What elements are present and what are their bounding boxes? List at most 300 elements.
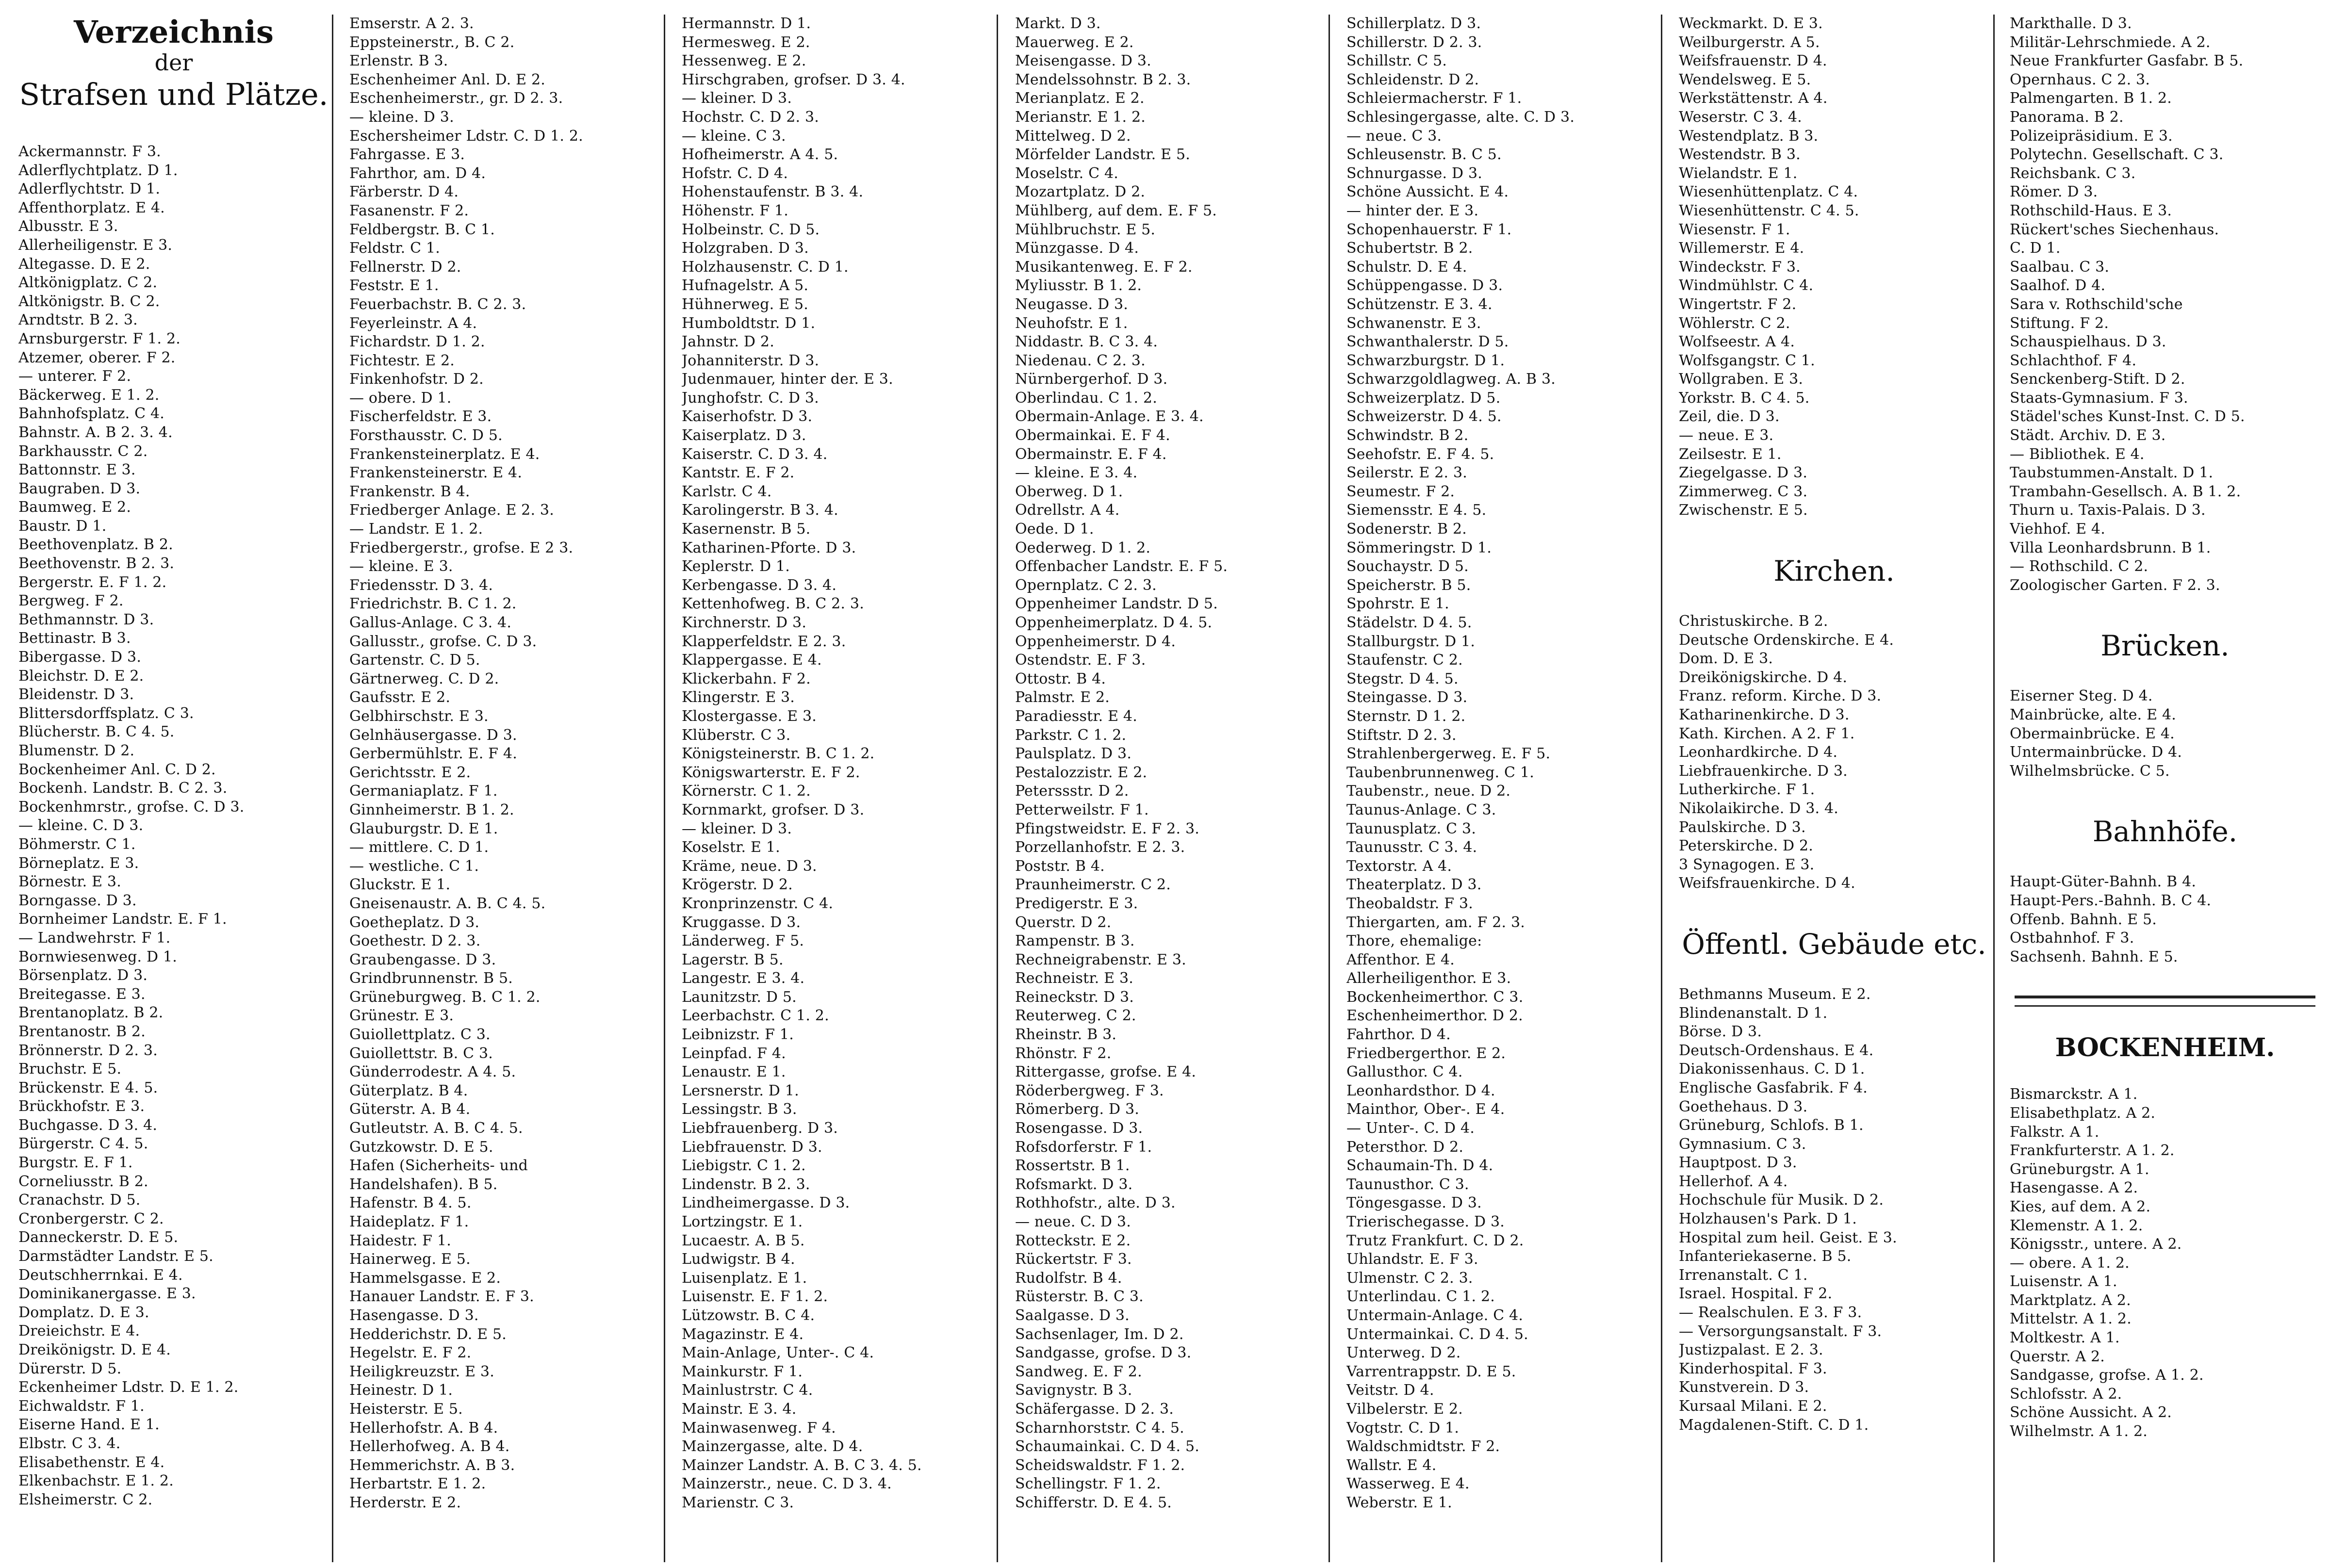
index-entry: Leerbachstr. C 1. 2. bbox=[682, 1007, 829, 1025]
index-entry: — kleine. E 3. 4. bbox=[1015, 464, 1138, 482]
index-entry: Nürnbergerhof. D 3. bbox=[1015, 371, 1168, 388]
index-entry: Diakonissenhaus. C. D 1. bbox=[1679, 1061, 1865, 1078]
index-entry: Mainzer Landstr. A. B. C 3. 4. 5. bbox=[682, 1456, 922, 1474]
index-entry: Porzellanhofstr. E 2. 3. bbox=[1015, 839, 1185, 856]
index-entry: Dürerstr. D 5. bbox=[18, 1360, 122, 1377]
index-entry: Israel. Hospital. F 2. bbox=[1679, 1285, 1833, 1303]
index-entry: Feyerleinstr. A 4. bbox=[349, 314, 477, 332]
index-entry: Wiesenstr. F 1. bbox=[1679, 221, 1790, 238]
index-entry: Friedbergerstr., grofse. E 2 3. bbox=[349, 539, 574, 556]
index-entry: Herderstr. E 2. bbox=[349, 1494, 461, 1511]
index-entry: Vogtstr. C. D 1. bbox=[1346, 1419, 1460, 1437]
section-entry-list bbox=[2010, 1085, 2320, 1441]
index-entry: Bockenhmrstr., grofse. C. D 3. bbox=[18, 798, 245, 816]
index-entry: Trutz Frankfurt. C. D 2. bbox=[1346, 1232, 1524, 1249]
index-entry: Poststr. B 4. bbox=[1015, 857, 1105, 875]
index-entry: Obermain-Anlage. E 3. 4. bbox=[1015, 408, 1204, 425]
index-entry: Lutherkirche. F 1. bbox=[1679, 781, 1815, 799]
index-entry: Lortzingstr. E 1. bbox=[682, 1213, 803, 1230]
index-entry: Bruchstr. E 5. bbox=[18, 1061, 122, 1078]
index-entry: Staufenstr. C 2. bbox=[1346, 652, 1463, 669]
index-entry: Sara v. Rothschild'sche bbox=[2010, 295, 2183, 313]
index-entry: Schwanthalerstr. D 5. bbox=[1346, 333, 1509, 351]
index-entry: Stegstr. D 4. 5. bbox=[1346, 670, 1459, 687]
index-entry: Paulskirche. D 3. bbox=[1679, 818, 1806, 836]
index-entry: — neue. C. D 3. bbox=[1015, 1213, 1131, 1230]
index-entry: Markt. D 3. bbox=[1015, 15, 1101, 32]
index-entry: Königsteinerstr. B. C 1. 2. bbox=[682, 745, 875, 763]
index-entry: Haupt-Pers.-Bahnh. B. C 4. bbox=[2010, 892, 2212, 909]
index-entry: Magazinstr. E 4. bbox=[682, 1325, 804, 1343]
index-entry: Unterlindau. C 1. 2. bbox=[1346, 1288, 1495, 1306]
index-entry: Schwarzburgstr. D 1. bbox=[1346, 352, 1505, 369]
index-entry: Frankensteinerstr. E 4. bbox=[349, 464, 523, 482]
index-entry: Guiollettstr. B. C 3. bbox=[349, 1045, 493, 1062]
index-entry: Judenmauer, hinter der. E 3. bbox=[682, 371, 893, 388]
index-entry: Yorkstr. B. C 4. 5. bbox=[1679, 389, 1810, 407]
index-entry: Weberstr. E 1. bbox=[1346, 1494, 1452, 1511]
index-entry: Gallus-Anlage. C 3. 4. bbox=[349, 614, 512, 631]
index-entry: Hochstr. C. D 2. 3. bbox=[682, 108, 820, 126]
index-entry: Schleidenstr. D 2. bbox=[1346, 71, 1479, 88]
index-column bbox=[18, 15, 329, 1563]
index-entry: Heiligkreuzstr. E 3. bbox=[349, 1363, 494, 1380]
index-entry: Mühlbruchstr. E 5. bbox=[1015, 221, 1156, 238]
index-entry: Gneisenaustr. A. B. C 4. 5. bbox=[349, 895, 546, 912]
index-entry: Ginnheimerstr. B 1. 2. bbox=[349, 801, 514, 818]
index-entry: Kantstr. E. F 2. bbox=[682, 464, 795, 482]
index-entry: Hasengasse. A 2. bbox=[2010, 1179, 2138, 1197]
index-entry: Sömmeringstr. D 1. bbox=[1346, 539, 1492, 556]
index-entry: Ottostr. B 4. bbox=[1015, 670, 1106, 687]
index-entry: Untermain-Anlage. C 4. bbox=[1346, 1307, 1524, 1324]
index-entry: Gallusstr., grofse. C. D 3. bbox=[349, 633, 537, 650]
entry-list bbox=[18, 143, 329, 1509]
index-entry: Rothhofstr., alte. D 3. bbox=[1015, 1194, 1176, 1212]
index-entry: Klappergasse. E 4. bbox=[682, 652, 822, 669]
index-entry: Untermainkai. C. D 4. 5. bbox=[1346, 1325, 1528, 1343]
section-entry-list bbox=[2010, 873, 2320, 966]
index-entry: Weifsfrauenkirche. D 4. bbox=[1679, 875, 1855, 892]
index-entry: Offenbacher Landstr. E. F 5. bbox=[1015, 558, 1228, 575]
index-entry: Spohrstr. E 1. bbox=[1346, 595, 1449, 613]
index-entry: — neue. E 3. bbox=[1679, 427, 1774, 444]
index-entry: Affenthor. E 4. bbox=[1346, 951, 1455, 968]
index-entry: Ulmenstr. C 2. 3. bbox=[1346, 1269, 1473, 1287]
index-entry: Elbstr. C 3. 4. bbox=[18, 1435, 121, 1452]
index-entry: Wolfseestr. A 4. bbox=[1679, 333, 1795, 351]
index-entry: Haidestr. F 1. bbox=[349, 1232, 451, 1249]
index-entry: Grünestr. E 3. bbox=[349, 1007, 454, 1025]
index-entry: Wiesenhüttenstr. C 4. 5. bbox=[1679, 202, 1859, 219]
index-entry: Dom. D. E 3. bbox=[1679, 650, 1773, 668]
index-entry: Holzhausen's Park. D 1. bbox=[1679, 1210, 1857, 1228]
index-entry: Klostergasse. E 3. bbox=[682, 707, 817, 725]
index-entry: Englische Gasfabrik. F 4. bbox=[1679, 1079, 1868, 1096]
index-entry: — kleiner. D 3. bbox=[682, 820, 792, 837]
index-entry: Hafenstr. B 4. 5. bbox=[349, 1194, 472, 1212]
index-entry: Kräme, neue. D 3. bbox=[682, 857, 817, 875]
index-entry: Thiergarten, am. F 2. 3. bbox=[1346, 914, 1525, 931]
index-entry: Brückhofstr. E 3. bbox=[18, 1098, 145, 1115]
index-entry: Rüsterstr. B. C 3. bbox=[1015, 1288, 1144, 1306]
index-entry: Länderweg. F 5. bbox=[682, 932, 804, 950]
entry-list bbox=[2010, 15, 2320, 595]
index-entry: Seilerstr. E 2. 3. bbox=[1346, 464, 1467, 482]
index-entry: Hegelstr. E. F 2. bbox=[349, 1344, 472, 1362]
index-entry: Hermesweg. E 2. bbox=[682, 33, 810, 51]
index-entry: Veitstr. D 4. bbox=[1346, 1382, 1434, 1399]
index-entry: Emserstr. A 2. 3. bbox=[349, 15, 474, 32]
index-entry: Petterweilstr. F 1. bbox=[1015, 801, 1149, 818]
index-entry: Bornheimer Landstr. E. F 1. bbox=[18, 911, 227, 928]
index-entry: Pestalozzistr. E 2. bbox=[1015, 764, 1148, 781]
index-entry: Viehhof. E 4. bbox=[2010, 521, 2105, 538]
index-entry: Finkenhofstr. D 2. bbox=[349, 371, 484, 388]
index-entry: Vilbelerstr. E 2. bbox=[1346, 1400, 1463, 1418]
entry-list bbox=[1346, 15, 1657, 1513]
index-entry: Bismarckstr. A 1. bbox=[2010, 1086, 2138, 1103]
index-entry: Bergweg. F 2. bbox=[18, 592, 124, 610]
index-entry: Bergerstr. E. F 1. 2. bbox=[18, 573, 167, 591]
index-entry: Strahlenbergerweg. E. F 5. bbox=[1346, 745, 1551, 763]
index-entry: Eschenheimerthor. D 2. bbox=[1346, 1007, 1523, 1025]
index-entry: Feuerbachstr. B. C 2. 3. bbox=[349, 295, 526, 313]
index-entry: Brönnerstr. D 2. 3. bbox=[18, 1042, 158, 1059]
index-entry: Westendstr. B 3. bbox=[1679, 146, 1801, 163]
index-entry: Kinderhospital. F 3. bbox=[1679, 1360, 1827, 1377]
index-entry: Wöhlerstr. C 2. bbox=[1679, 314, 1790, 332]
index-entry: Waldschmidtstr. F 2. bbox=[1346, 1438, 1500, 1455]
index-entry: Gelnhäusergasse. D 3. bbox=[349, 726, 517, 744]
index-entry: Kerbengasse. D 3. 4. bbox=[682, 576, 837, 594]
index-entry: Mittelstr. A 1. 2. bbox=[2010, 1310, 2132, 1328]
index-entry: Heisterstr. E 5. bbox=[349, 1400, 463, 1418]
index-entry: Rampenstr. B 3. bbox=[1015, 932, 1135, 950]
index-entry: Hafen (Sicherheits- und bbox=[349, 1157, 528, 1175]
index-entry: Fasanenstr. F 2. bbox=[349, 202, 469, 219]
section-entry-list bbox=[1679, 612, 1989, 893]
index-entry: Hirschgraben, grofser. D 3. 4. bbox=[682, 71, 905, 88]
index-entry: Rothschild-Haus. E 3. bbox=[2010, 202, 2172, 219]
index-entry: Stiftstr. D 2. 3. bbox=[1346, 726, 1457, 744]
index-entry: — obere. D 1. bbox=[349, 389, 452, 407]
index-entry: Sandweg. E. F 2. bbox=[1015, 1363, 1142, 1380]
index-entry: Schopenhauerstr. F 1. bbox=[1346, 221, 1512, 238]
index-entry: Grüneburgstr. A 1. bbox=[2010, 1160, 2149, 1178]
column-rule bbox=[997, 15, 998, 1562]
index-entry: Schwarzgoldlagweg. A. B 3. bbox=[1346, 371, 1556, 388]
column-rule bbox=[1993, 15, 1995, 1562]
index-entry: Eiserner Steg. D 4. bbox=[2010, 687, 2153, 705]
index-entry: — obere. A 1. 2. bbox=[2010, 1254, 2130, 1272]
index-entry: Willemerstr. E 4. bbox=[1679, 240, 1804, 257]
index-entry: Allerheiligenthor. E 3. bbox=[1346, 970, 1511, 987]
index-entry: Baustr. D 1. bbox=[18, 517, 107, 535]
index-entry: Schweizerplatz. D 5. bbox=[1346, 389, 1501, 407]
index-entry: Bäckerweg. E 1. 2. bbox=[18, 386, 160, 404]
index-entry: Taunusstr. C 3. 4. bbox=[1346, 839, 1477, 856]
index-entry: Friedberger Anlage. E 2. 3. bbox=[349, 502, 554, 519]
index-entry: Palmstr. E 2. bbox=[1015, 689, 1110, 706]
index-entry: Koselstr. E 1. bbox=[682, 839, 780, 856]
index-entry: Keplerstr. D 1. bbox=[682, 558, 790, 575]
index-entry: Fichardstr. D 1. 2. bbox=[349, 333, 485, 351]
index-entry: Jahnstr. D 2. bbox=[682, 333, 774, 351]
index-entry: Fichtestr. E 2. bbox=[349, 352, 455, 369]
index-entry: Fahrgasse. E 3. bbox=[349, 146, 465, 163]
index-entry: Taubenstr., neue. D 2. bbox=[1346, 783, 1511, 800]
index-entry: Elkenbachstr. E 1. 2. bbox=[18, 1472, 174, 1490]
index-entry: Zoologischer Garten. F 2. 3. bbox=[2010, 576, 2220, 594]
index-entry: Saalbau. C 3. bbox=[2010, 258, 2110, 276]
index-entry: C. D 1. bbox=[2010, 240, 2061, 257]
index-entry: Deutschherrnkai. E 4. bbox=[18, 1266, 183, 1284]
entry-list bbox=[1015, 15, 1326, 1513]
index-entry: Gerbermühlstr. E. F 4. bbox=[349, 745, 517, 763]
index-entry: Marktplatz. A 2. bbox=[2010, 1291, 2131, 1309]
index-entry: Saalhof. D 4. bbox=[2010, 277, 2106, 294]
index-entry: Heinestr. D 1. bbox=[349, 1382, 453, 1399]
index-entry: Fellnerstr. D 2. bbox=[349, 258, 461, 276]
index-entry: Peterskirche. D 2. bbox=[1679, 837, 1814, 855]
index-entry: Schillstr. C 5. bbox=[1346, 52, 1447, 70]
index-entry: Blumenstr. D 2. bbox=[18, 742, 135, 759]
index-entry: Windmühlstr. C 4. bbox=[1679, 277, 1814, 294]
index-entry: Dreikönigstr. D. E 4. bbox=[18, 1341, 171, 1358]
index-entry: Schulstr. D. E 4. bbox=[1346, 258, 1467, 276]
index-entry: Blittersdorffsplatz. C 3. bbox=[18, 704, 194, 722]
index-entry: Rückert'sches Siechenhaus. bbox=[2010, 221, 2219, 238]
index-entry: Sandgasse, grofse. D 3. bbox=[1015, 1344, 1192, 1362]
index-entry: Mainkurstr. F 1. bbox=[682, 1363, 803, 1380]
index-entry: Mozartplatz. D 2. bbox=[1015, 183, 1146, 201]
index-entry: Baugraben. D 3. bbox=[18, 480, 141, 497]
index-entry: — Landstr. E 1. 2. bbox=[349, 521, 483, 538]
index-entry: Rofsdorferstr. F 1. bbox=[1015, 1138, 1152, 1156]
section-entry-list bbox=[2010, 687, 2320, 781]
index-entry: Schweizerstr. D 4. 5. bbox=[1346, 408, 1502, 425]
index-entry: Zwischenstr. E 5. bbox=[1679, 502, 1808, 519]
index-entry: Burgstr. E. F 1. bbox=[18, 1154, 133, 1172]
index-entry: Gymnasium. C 3. bbox=[1679, 1135, 1806, 1153]
index-entry: Leonhardkirche. D 4. bbox=[1679, 744, 1838, 761]
index-entry: Güterstr. A. B 4. bbox=[349, 1101, 471, 1118]
index-entry: Ackermannstr. F 3. bbox=[18, 143, 161, 160]
index-entry: — neue. C 3. bbox=[1346, 127, 1442, 145]
index-entry: Polizeipräsidium. E 3. bbox=[2010, 127, 2173, 145]
index-entry: Brentanostr. B 2. bbox=[18, 1023, 146, 1040]
index-entry: Handelshafen). B 5. bbox=[349, 1176, 498, 1193]
index-entry: Villa Leonhardsbrunn. B 1. bbox=[2010, 539, 2211, 556]
index-entry: Baumweg. E 2. bbox=[18, 499, 131, 516]
index-entry: Bettinastr. B 3. bbox=[18, 630, 131, 647]
index-entry: Odrellstr. A 4. bbox=[1015, 502, 1120, 519]
index-entry: Königswarterstr. E. F 2. bbox=[682, 764, 860, 781]
index-entry: — hinter der. E 3. bbox=[1346, 202, 1479, 219]
index-entry: Kaiserstr. C. D 3. 4. bbox=[682, 445, 828, 463]
index-entry: Textorstr. A 4. bbox=[1346, 857, 1452, 875]
index-entry: Frankensteinerplatz. E 4. bbox=[349, 445, 540, 463]
index-entry: Holzgraben. D 3. bbox=[682, 240, 809, 257]
index-entry: Klingerstr. E 3. bbox=[682, 689, 795, 706]
index-entry: Holzhausenstr. C. D 1. bbox=[682, 258, 849, 276]
index-column bbox=[1015, 15, 1326, 1563]
index-entry: Gallusthor. C 4. bbox=[1346, 1063, 1463, 1081]
index-entry: Luisenplatz. E 1. bbox=[682, 1269, 807, 1287]
index-entry: Fischerfeldstr. E 3. bbox=[349, 408, 492, 425]
index-entry: Stiftung. F 2. bbox=[2010, 314, 2109, 332]
index-entry: Mendelssohnstr. B 2. 3. bbox=[1015, 71, 1191, 88]
index-entry: Feldstr. C 1. bbox=[349, 240, 441, 257]
index-entry: Städelstr. D 4. 5. bbox=[1346, 614, 1472, 631]
index-entry: Hemmerichstr. A. B 3. bbox=[349, 1456, 515, 1474]
index-entry: Schillerplatz. D 3. bbox=[1346, 15, 1481, 32]
index-entry: Frankenstr. B 4. bbox=[349, 483, 470, 500]
index-entry: Ziegelgasse. D 3. bbox=[1679, 464, 1808, 482]
index-entry: Polytechn. Gesellschaft. C 3. bbox=[2010, 146, 2224, 163]
index-entry: Praunheimerstr. C 2. bbox=[1015, 876, 1171, 894]
index-entry: Petersthor. D 2. bbox=[1346, 1138, 1464, 1156]
index-entry: Haupt-Güter-Bahnh. B 4. bbox=[2010, 873, 2197, 891]
index-entry: Städel'sches Kunst-Inst. C. D 5. bbox=[2010, 408, 2245, 425]
index-entry: Trambahn-Gesellsch. A. B 1. 2. bbox=[2010, 483, 2241, 500]
index-entry: Färberstr. D 4. bbox=[349, 183, 459, 201]
index-entry: Kasernenstr. B 5. bbox=[682, 521, 811, 538]
index-entry: Sodenerstr. B 2. bbox=[1346, 521, 1467, 538]
index-entry: Merianstr. E 1. 2. bbox=[1015, 108, 1146, 126]
index-entry: Schubertstr. B 2. bbox=[1346, 240, 1473, 257]
index-entry: Dominikanergasse. E 3. bbox=[18, 1285, 196, 1303]
index-column bbox=[1346, 15, 1657, 1563]
index-entry: Barkhausstr. C 2. bbox=[18, 442, 148, 460]
index-entry: Oppenheimerstr. D 4. bbox=[1015, 633, 1176, 650]
index-entry: Oberweg. D 1. bbox=[1015, 483, 1123, 500]
index-entry: Wiesenhüttenplatz. C 4. bbox=[1679, 183, 1858, 201]
index-entry: Gluckstr. E 1. bbox=[349, 876, 451, 894]
index-entry: Rotteckstr. E 2. bbox=[1015, 1232, 1131, 1249]
index-entry: Neuhofstr. E 1. bbox=[1015, 314, 1128, 332]
index-entry: Theobaldstr. F 3. bbox=[1346, 895, 1473, 912]
index-entry: Paradiesstr. E 4. bbox=[1015, 707, 1137, 725]
index-entry: Börsenplatz. D 3. bbox=[18, 967, 148, 984]
index-entry: Bürgerstr. C 4. 5. bbox=[18, 1135, 148, 1153]
index-entry: Kettenhofweg. B. C 2. 3. bbox=[682, 595, 864, 613]
index-entry: Westendplatz. B 3. bbox=[1679, 127, 1819, 145]
index-entry: Schnurgasse. D 3. bbox=[1346, 164, 1482, 182]
index-entry: Luisenstr. E. F 1. 2. bbox=[682, 1288, 828, 1306]
index-entry: Römer. D 3. bbox=[2010, 183, 2098, 201]
index-entry: Elsheimerstr. C 2. bbox=[18, 1491, 153, 1508]
index-entry: Lessingstr. B 3. bbox=[682, 1101, 797, 1118]
index-entry: Weilburgerstr. A 5. bbox=[1679, 33, 1820, 51]
index-entry: Feststr. E 1. bbox=[349, 277, 439, 294]
index-entry: Ludwigstr. B 4. bbox=[682, 1251, 795, 1268]
index-entry: Schwindstr. B 2. bbox=[1346, 427, 1469, 444]
index-entry: Breitegasse. E 3. bbox=[18, 985, 146, 1003]
index-entry: Hofheimerstr. A 4. 5. bbox=[682, 146, 838, 163]
index-entry: Oede. D 1. bbox=[1015, 521, 1094, 538]
index-entry: Atzemer, oberer. F 2. bbox=[18, 349, 176, 366]
index-entry: Körnerstr. C 1. 2. bbox=[682, 783, 811, 800]
index-entry: Thore, ehemalige: bbox=[1346, 932, 1482, 950]
index-entry: Eppsteinerstr., B. C 2. bbox=[349, 33, 515, 51]
index-entry: Mainzergasse, alte. D 4. bbox=[682, 1438, 863, 1455]
index-entry: Mainwasenweg. F 4. bbox=[682, 1419, 836, 1437]
index-entry: Lenaustr. E 1. bbox=[682, 1063, 786, 1081]
index-entry: Schwanenstr. E 3. bbox=[1346, 314, 1481, 332]
index-entry: Bahnstr. A. B 2. 3. 4. bbox=[18, 424, 173, 441]
index-entry: Schützenstr. E 3. 4. bbox=[1346, 295, 1493, 313]
index-entry: Klapperfeldstr. E 2. 3. bbox=[682, 633, 846, 650]
index-entry: Deutsche Ordenskirche. E 4. bbox=[1679, 631, 1894, 649]
index-entry: Affenthorplatz. E 4. bbox=[18, 199, 165, 216]
index-entry: Domplatz. D. E 3. bbox=[18, 1304, 149, 1321]
index-entry: Cranachstr. D 5. bbox=[18, 1192, 141, 1209]
index-entry: Bockenheimer Anl. C. D 2. bbox=[18, 761, 216, 778]
index-entry: Theaterplatz. D 3. bbox=[1346, 876, 1482, 894]
index-entry: Oberlindau. C 1. 2. bbox=[1015, 389, 1157, 407]
index-entry: Kruggasse. D 3. bbox=[682, 914, 801, 931]
index-entry: Mauerweg. E 2. bbox=[1015, 33, 1134, 51]
index-entry: Römerberg. D 3. bbox=[1015, 1101, 1139, 1118]
index-entry: Siemensstr. E 4. 5. bbox=[1346, 502, 1487, 519]
index-entry: Bockenheimerthor. C 3. bbox=[1346, 988, 1524, 1006]
index-entry: Hedderichstr. D. E 5. bbox=[349, 1325, 507, 1343]
index-column bbox=[1679, 15, 1989, 1563]
index-entry: Paulsplatz. D 3. bbox=[1015, 745, 1132, 763]
index-entry: Neugasse. D 3. bbox=[1015, 295, 1129, 313]
index-entry: Hellerhof. A 4. bbox=[1679, 1173, 1788, 1190]
index-entry: — kleine. C. D 3. bbox=[18, 817, 144, 834]
index-entry: Fahrthor. D 4. bbox=[1346, 1026, 1451, 1044]
index-entry: Mainzerstr., neue. C. D 3. 4. bbox=[682, 1475, 892, 1493]
entry-list bbox=[682, 15, 992, 1513]
index-entry: Albusstr. E 3. bbox=[18, 218, 118, 235]
index-entry: Friedbergerthor. E 2. bbox=[1346, 1045, 1506, 1062]
index-entry: Opernhaus. C 2. 3. bbox=[2010, 71, 2150, 88]
index-entry: Schauspielhaus. D 3. bbox=[2010, 333, 2166, 351]
index-entry: Grindbrunnenstr. B 5. bbox=[349, 970, 513, 987]
index-entry: Börnestr. E 3. bbox=[18, 873, 121, 891]
index-entry: Wasserweg. E 4. bbox=[1346, 1475, 1470, 1493]
index-entry: Deutsch-Ordenshaus. E 4. bbox=[1679, 1042, 1874, 1059]
index-entry: Krögerstr. D 2. bbox=[682, 876, 793, 894]
index-entry: Palmengarten. B 1. 2. bbox=[2010, 90, 2172, 107]
index-entry: Lucaestr. A. B 5. bbox=[682, 1232, 805, 1249]
index-entry: Querstr. D 2. bbox=[1015, 914, 1112, 931]
index-entry: Glauburgstr. D. E 1. bbox=[349, 820, 498, 837]
index-entry: Christuskirche. B 2. bbox=[1679, 613, 1828, 630]
index-entry: Johanniterstr. D 3. bbox=[682, 352, 820, 369]
index-entry: Seumestr. F 2. bbox=[1346, 483, 1455, 500]
index-entry: — Versorgungsanstalt. F 3. bbox=[1679, 1323, 1882, 1340]
index-entry: Opernplatz. C 2. 3. bbox=[1015, 576, 1157, 594]
entry-list bbox=[1679, 15, 1989, 520]
index-entry: Eichwaldstr. F 1. bbox=[18, 1397, 145, 1415]
index-entry: Junghofstr. C. D 3. bbox=[682, 389, 819, 407]
index-entry: Börneplatz. E 3. bbox=[18, 854, 139, 872]
index-entry: Taunusplatz. C 3. bbox=[1346, 820, 1476, 837]
index-entry: Franz. reform. Kirche. D 3. bbox=[1679, 687, 1882, 705]
index-entry: Hanauer Landstr. E. F 3. bbox=[349, 1288, 534, 1306]
section-heading: Kirchen. bbox=[1773, 555, 1895, 588]
index-entry: Fahrthor, am. D 4. bbox=[349, 164, 486, 182]
index-entry: Hellerhofweg. A. B 4. bbox=[349, 1438, 510, 1455]
index-entry: Dreikönigskirche. D 4. bbox=[1679, 669, 1848, 686]
index-entry: Weserstr. C 3. 4. bbox=[1679, 108, 1802, 126]
index-entry: Weckmarkt. D. E 3. bbox=[1679, 15, 1823, 32]
